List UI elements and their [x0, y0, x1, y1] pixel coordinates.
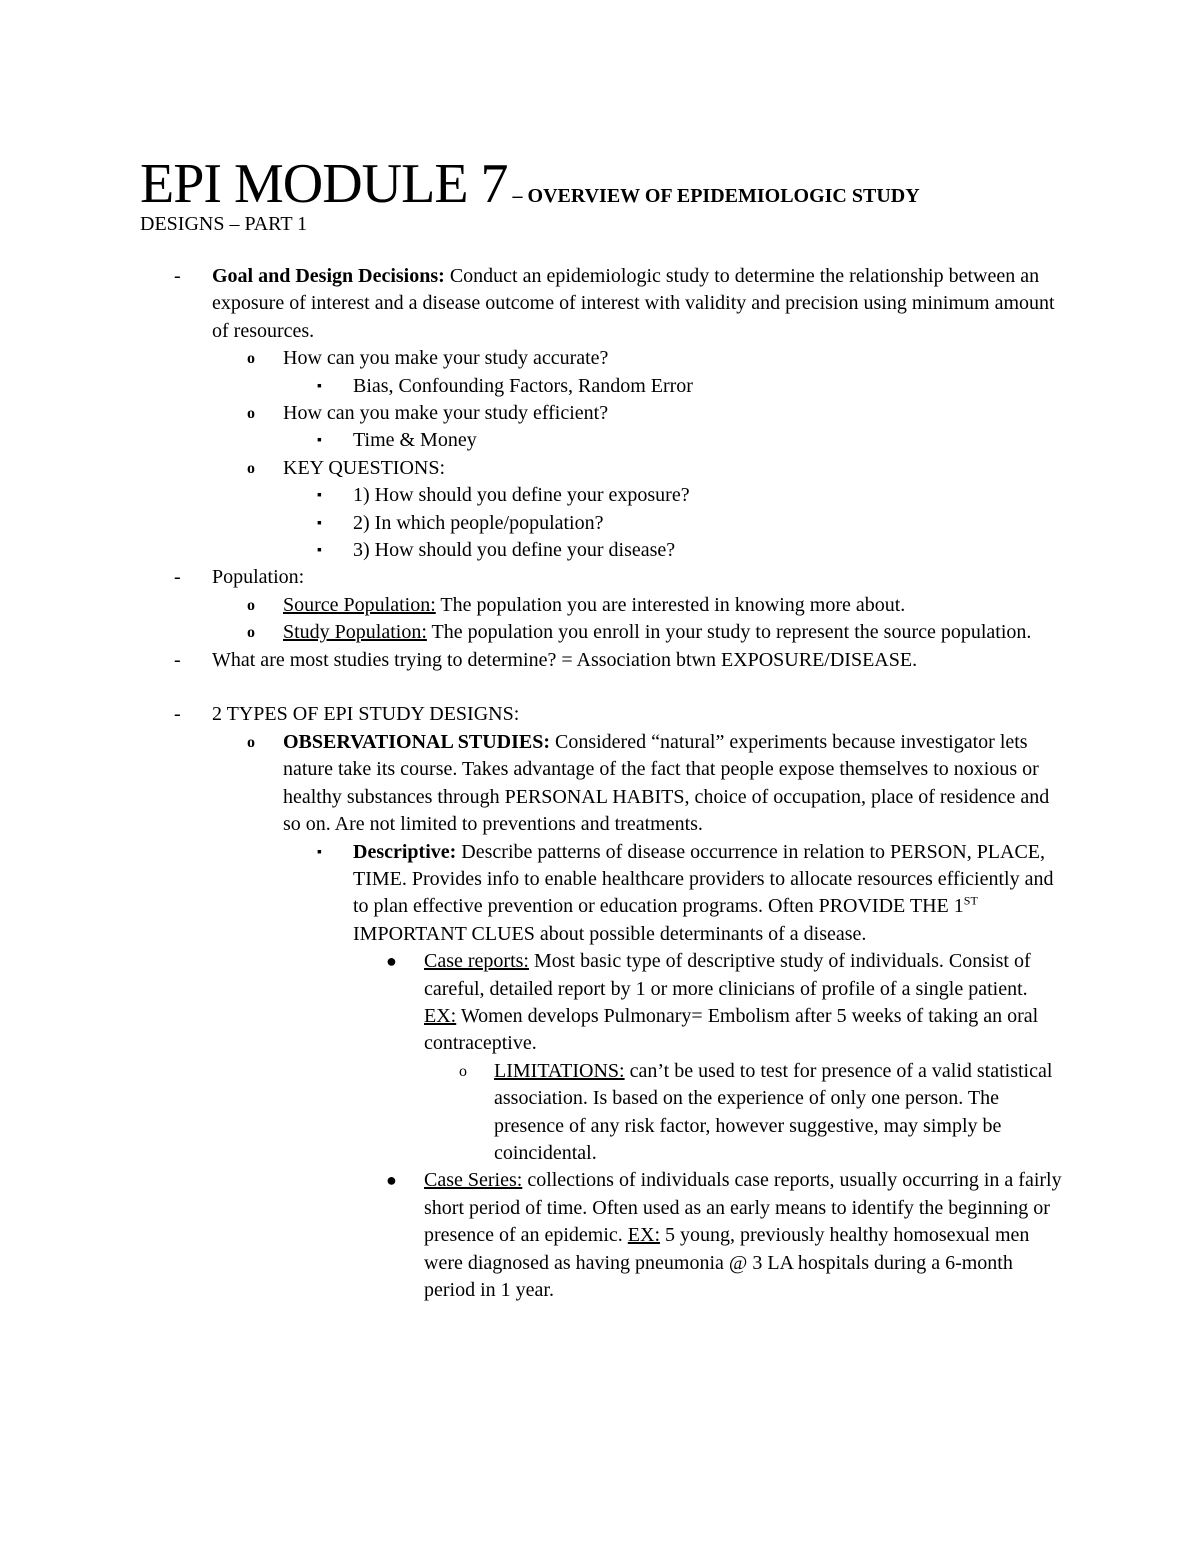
list-item-descriptive [0, 839, 1063, 949]
dot-bullet: ● [386, 951, 397, 972]
square-bullet: ▪ [317, 433, 322, 449]
list-item-limitations [0, 1058, 1064, 1168]
descriptive-label: Descriptive: [353, 840, 457, 863]
key-question-2-text: 2) In which people/population? [353, 511, 604, 534]
population-label: Population: [212, 566, 305, 589]
circle-bullet: o [247, 624, 255, 642]
efficient-answer-text: Time & Money [353, 429, 477, 452]
association-text: What are most studies trying to determine? = Association btwn EXPOSURE/DISEASE. [212, 648, 918, 671]
list-item-case-reports [0, 948, 1064, 1058]
circle-bullet: o [247, 596, 255, 614]
title-main: EPI MODULE 7 [140, 153, 508, 215]
list-item-observational [0, 729, 1063, 839]
list-item-population [0, 564, 1062, 591]
case-reports-ex-label: EX: [424, 1004, 457, 1027]
square-bullet: ▪ [317, 378, 322, 394]
document-body [0, 263, 1200, 1304]
dash-bullet: - [174, 703, 181, 726]
goal-label: Goal and Design Decisions: [212, 265, 445, 287]
title-subtitle-continued: DESIGNS – PART 1 [140, 213, 308, 235]
list-item-study-population [0, 619, 1063, 646]
study-population-label: Study Population: [283, 621, 427, 644]
list-item-key-questions [0, 455, 1063, 482]
square-bullet: ▪ [317, 543, 322, 559]
case-reports-label: Case reports: [424, 950, 529, 973]
case-series-example: 5 young, previously healthy homosexual men were diagnosed as having pneumonia @ 3 LA hospitals during a 6-month period in 1 year. [424, 1224, 1030, 1302]
list-item-association [0, 647, 1062, 674]
list-item-key-question-2 [0, 510, 1063, 537]
key-question-3-text: 3) How should you define your disease? [353, 539, 676, 562]
source-population-label: Source Population: [283, 593, 436, 616]
title-subtitle: – OVERVIEW OF EPIDEMIOLOGIC STUDY [507, 185, 920, 207]
observational-text: Considered “natural” experiments because investigator lets nature take its course. Takes advantage of the fact that people expose themselves to noxious or healthy substances through PERSONAL HABITS, choice of occupation, place of residence and so on. Are not limited to preventions and treatments. [283, 730, 1050, 836]
key-questions-label: KEY QUESTIONS: [283, 456, 446, 479]
case-reports-text: Most basic type of descriptive study of individuals. Consist of careful, detailed report by 1 or more clinicians of profile of a single patient. [424, 950, 1031, 1000]
square-bullet: ▪ [317, 844, 322, 860]
source-population-text: The population you are interested in knowing more about. [435, 593, 906, 616]
accurate-question-text: How can you make your study accurate? [283, 347, 609, 370]
square-bullet: ▪ [317, 488, 322, 504]
case-series-ex-label: EX: [627, 1224, 661, 1247]
list-item-efficient-answer [0, 427, 1063, 454]
circle-bullet: o [247, 350, 255, 368]
case-series-text: collections of individuals case reports, usually occurring in a fairly short period of time. Often used as an early means to identify the beginning or presence of an epidemic. [424, 1169, 1062, 1247]
dash-bullet: - [174, 265, 181, 287]
key-question-1-text: 1) How should you define your exposure? [353, 484, 690, 507]
list-item-source-population [0, 592, 1063, 619]
dash-bullet: - [174, 566, 181, 589]
accurate-answer-text: Bias, Confounding Factors, Random Error [353, 374, 693, 397]
list-item-accurate-question [0, 345, 1063, 372]
limitations-label: LIMITATIONS: [494, 1059, 625, 1082]
list-item-case-series [0, 1167, 1064, 1304]
circle-bullet: o [247, 405, 255, 423]
square-bullet: ▪ [317, 515, 322, 531]
observational-label: OBSERVATIONAL STUDIES: [283, 730, 550, 753]
list-item-accurate-answer [0, 373, 1063, 400]
descriptive-text: Describe patterns of disease occurrence in relation to PERSON, PLACE, TIME. Provides info to enable healthcare providers to allocate resources efficiently and to plan effective prevention or education programs. Often PROVIDE THE 1 [353, 840, 1054, 918]
small-circle-bullet: o [459, 1062, 467, 1080]
list-item-study-types [0, 701, 1062, 728]
dot-bullet: ● [386, 1170, 397, 1191]
efficient-question-text: How can you make your study efficient? [283, 402, 609, 425]
case-reports-example: Women develops Pulmonary= Embolism after 5 weeks of taking an oral contraceptive. [424, 1004, 1039, 1055]
list-item-goal [0, 263, 1062, 345]
goal-text: Conduct an epidemiologic study to determine the relationship between an exposure of interest and a disease outcome of interest with validity and precision using minimum amount of resources. [212, 265, 1055, 342]
limitations-text: can’t be used to test for presence of a valid statistical association. Is based on the experience of only one person. The presence of any risk factor, however suggestive, may simply be coincidental. [494, 1059, 1053, 1164]
circle-bullet: o [247, 733, 255, 751]
dash-bullet: - [174, 648, 181, 671]
list-item-key-question-3 [0, 537, 1063, 564]
descriptive-text-continued: IMPORTANT CLUES about possible determinants of a disease. [353, 922, 867, 945]
circle-bullet: o [247, 459, 255, 477]
study-population-text: The population you enroll in your study to represent the source population. [426, 621, 1032, 644]
list-item-efficient-question [0, 400, 1063, 427]
paragraph-gap [0, 674, 1200, 701]
list-item-key-question-1 [0, 482, 1063, 509]
case-series-label: Case Series: [424, 1169, 523, 1192]
descriptive-superscript: ST [963, 893, 978, 908]
study-types-label: 2 TYPES OF EPI STUDY DESIGNS: [212, 703, 520, 726]
